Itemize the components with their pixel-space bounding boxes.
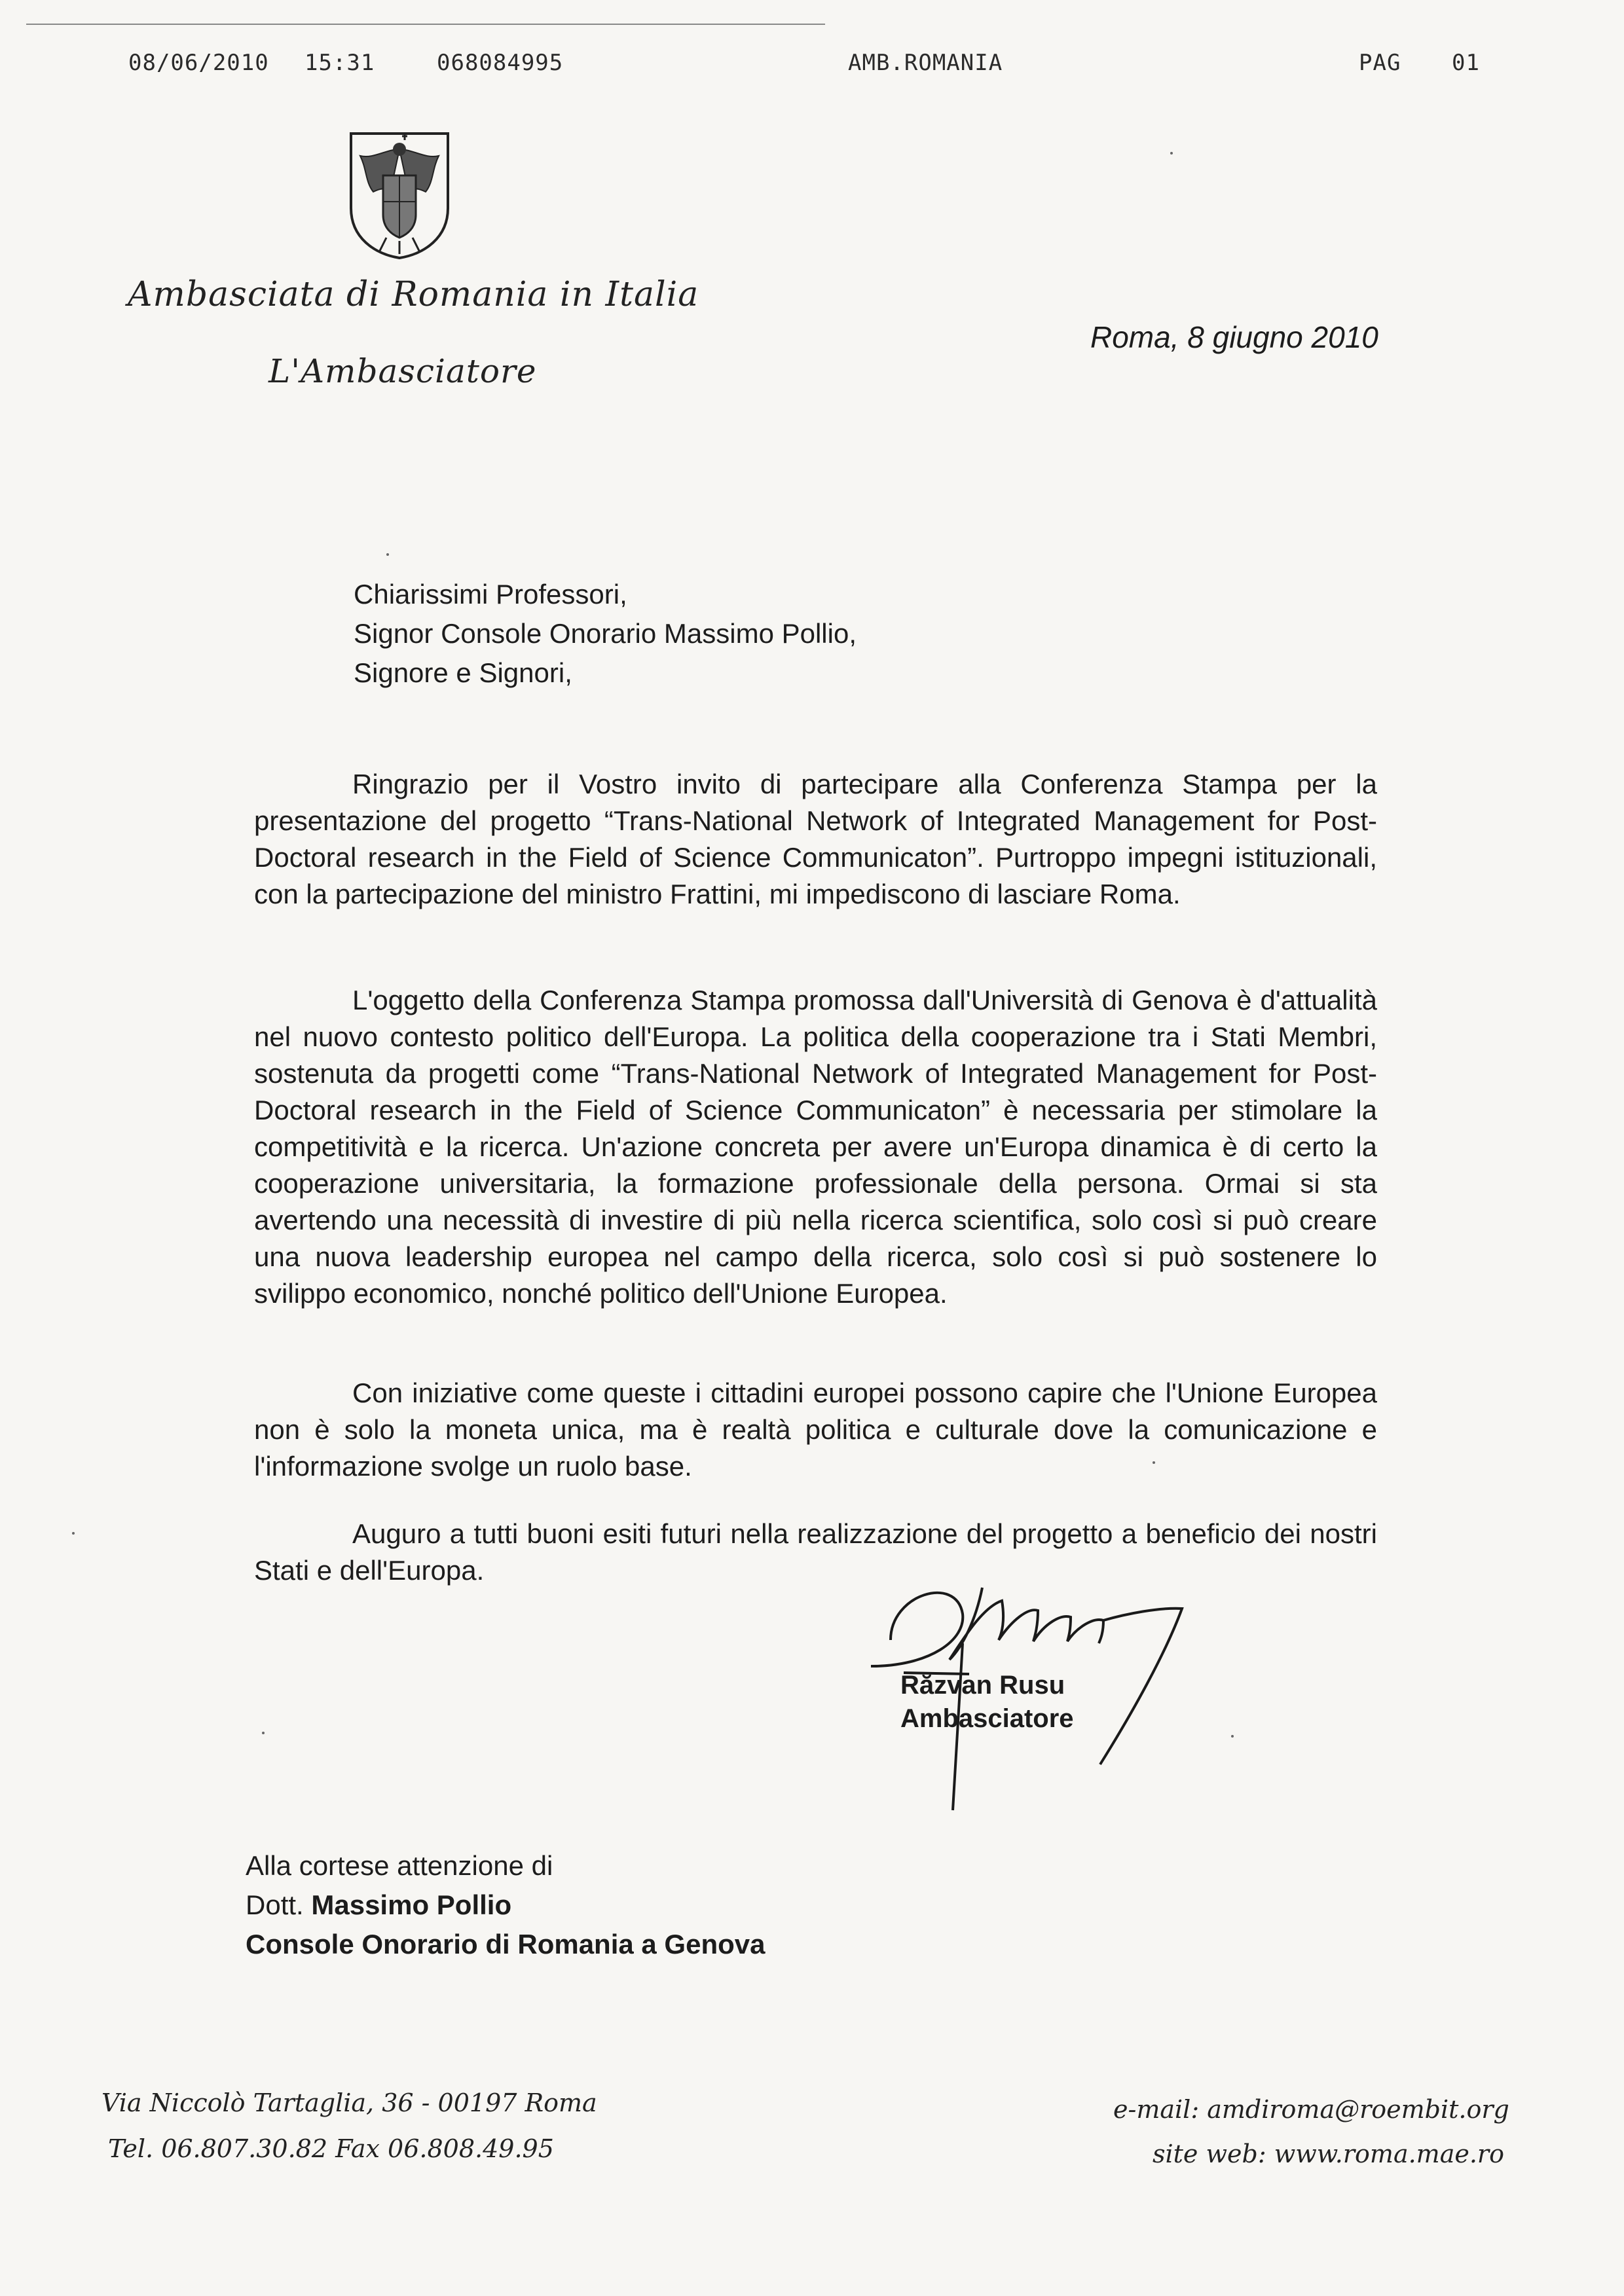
body-paragraph: Con iniziative come queste i cittadini europei possono capire che l'Unione Europea non è solo la moneta unica, ma è realtà politica e culturale dove la comunicazione e l'informazione svolge un ruolo base. xyxy=(254,1377,1377,1482)
body-paragraph: Auguro a tutti buoni esiti futuri nella realizzazione del progetto a beneficio dei nostri Stati e dell'Europa. xyxy=(254,1518,1377,1586)
fax-number: 068084995 xyxy=(437,50,564,76)
salutation-line: Chiarissimi Professori, xyxy=(354,579,627,610)
attention-line: Alla cortese attenzione di xyxy=(246,1850,553,1881)
body-paragraph: Ringrazio per il Vostro invito di partecipare alla Conferenza Stampa per la presentazione del progetto “Trans-National Network of Integrated Management for Post-Doctoral research in the Field of Science Communicaton”. Purtroppo impegni istituzionali, con la partecipazione del ministro Frattini, mi impediscono di lasciare Roma. xyxy=(254,769,1377,909)
scan-speck xyxy=(1231,1735,1234,1738)
attention-role-text: Console Onorario di Romania a Genova xyxy=(246,1929,766,1959)
footer-email: e-mail: amdiroma@roembit.org xyxy=(1113,2095,1509,2124)
footer-address: Via Niccolò Tartaglia, 36 - 00197 Roma xyxy=(101,2088,597,2117)
attention-name: Massimo Pollio xyxy=(311,1889,512,1920)
salutation-line: Signore e Signori, xyxy=(354,657,572,688)
attention-prefix: Dott. xyxy=(246,1889,304,1920)
salutation-line: Signor Console Onorario Massimo Pollio, xyxy=(354,618,857,649)
fax-sender: AMB.ROMANIA xyxy=(848,50,1003,76)
footer-phones: Tel. 06.807.30.82 Fax 06.808.49.95 xyxy=(108,2134,554,2163)
fax-page-label: PAG xyxy=(1359,50,1401,76)
attention-role xyxy=(246,1925,766,1964)
signatory-name: Răzvan Rusu xyxy=(900,1671,1065,1700)
letter-date: Roma, 8 giugno 2010 xyxy=(1090,320,1378,354)
body-paragraph: L'oggetto della Conferenza Stampa promossa dall'Università di Genova è d'attualità nel nuovo contesto politico dell'Europa. La politica della cooperazione tra i Stati Membri, sostenuta da progetti come “Trans-National Network of Integrated Management for Post-Doctoral research in the Field of Science Communicaton” è necessaria per stimolare la competitività e la ricerca. Un'azione concreta per avere un'Europa dinamica è di certo la cooperazione universitaria, la formazione professionale della persona. Ormai si sta avertendo una necessità di investire di più nella ricerca scientifica, solo così si può creare una nuova leadership europea nel campo della ricerca, solo così si può sostenere lo svilippo economico, nonché politico dell'Unione Europea. xyxy=(254,985,1377,1309)
fax-date: 08/06/2010 xyxy=(128,50,269,76)
scan-speck xyxy=(1170,152,1173,155)
embassy-letterhead: Ambasciata di Romania in Italia xyxy=(128,275,699,314)
scan-speck xyxy=(386,553,389,556)
ambassador-letterhead: L'Ambasciatore xyxy=(268,352,537,390)
fax-time: 15:31 xyxy=(304,50,375,76)
scan-speck xyxy=(72,1532,75,1535)
attention-recipient xyxy=(246,1886,511,1925)
fax-header-rule xyxy=(26,24,825,25)
signatory-title: Ambasciatore xyxy=(900,1704,1074,1733)
fax-page-number: 01 xyxy=(1452,50,1480,76)
romanian-coat-of-arms-icon xyxy=(347,130,452,261)
scan-speck xyxy=(262,1732,265,1734)
footer-website: site web: www.roma.mae.ro xyxy=(1153,2140,1504,2168)
